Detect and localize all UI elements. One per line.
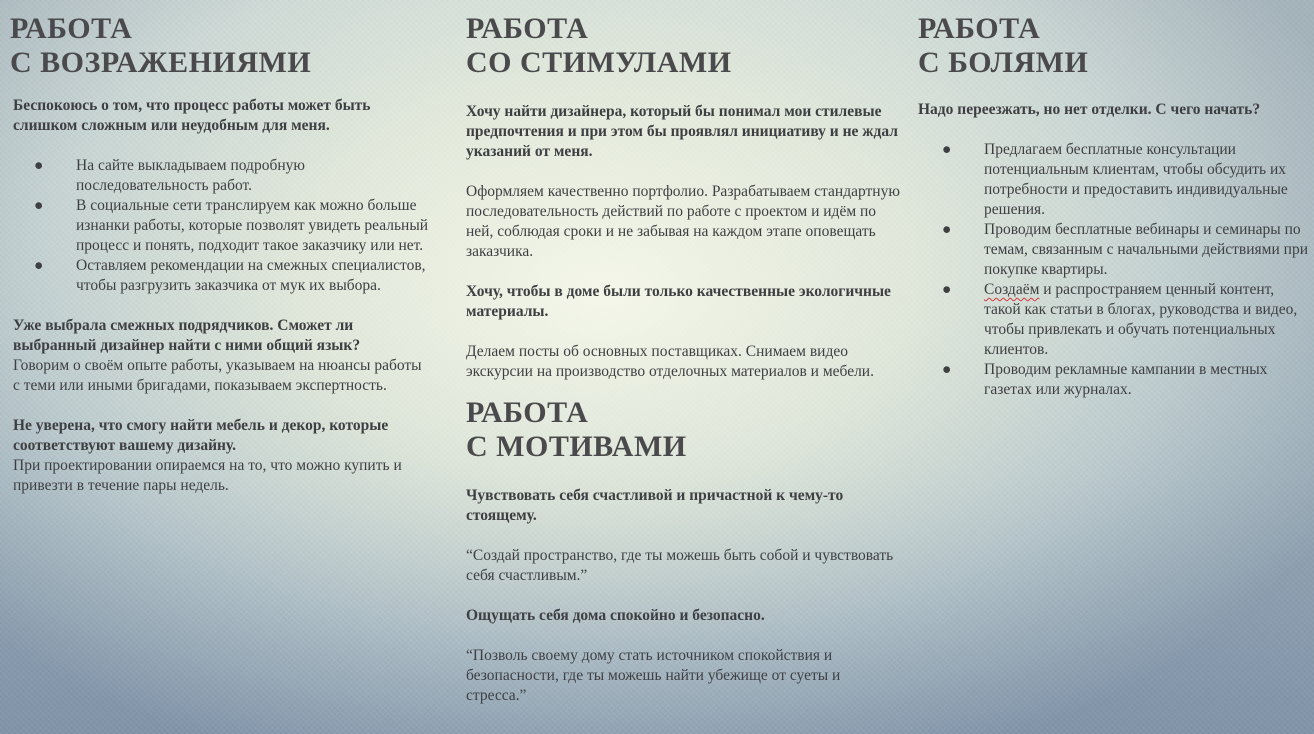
column-pains [918, 0, 1310, 400]
list-item [918, 360, 1310, 400]
list-item-text: Предлагаем бесплатные консультации потенциальным клиентам, чтобы обсудить их потребности и предоставить индивидуальные решения. [984, 141, 1288, 218]
column-stimuli [466, 0, 902, 706]
stimulus-question: Хочу найти дизайнера, который бы понимал мои стилевые предпочтения и при этом бы проявлял инициативу и не ждал указаний от меня. [466, 103, 898, 160]
objection-block [10, 416, 430, 496]
title-line: РАБОТА [466, 12, 589, 45]
title-line: РАБОТА [466, 396, 589, 429]
stimulus-question: Хочу, чтобы в доме были только качественные экологичные материалы. [466, 283, 891, 320]
list-item [918, 280, 1310, 360]
list-item [918, 140, 1310, 220]
objection-question: Не уверена, что смогу найти мебель и декор, которые соответствуют вашему дизайну. [13, 417, 389, 454]
section-title-motives [466, 396, 902, 464]
motive-statement: Чувствовать себя счастливой и причастной к чему-то стоящему. [466, 487, 844, 524]
list-item-text: Оставляем рекомендации на смежных специалистов, чтобы разгрузить заказчика от мук их выбора. [76, 257, 426, 294]
misspelled-word[interactable]: Создаём [984, 281, 1040, 298]
bullet-icon: ● [942, 281, 952, 298]
list-item-text-rest: и распространяем ценный контент, такой как статьи в блогах, руководства и видео, чтобы привлекать и обучать потенциальных клиентов. [984, 281, 1298, 358]
list-item-text: В социальные сети транслируем как можно больше изнанки работы, которые позволят увидеть реальный процесс и понять, подходит такое заказчику или нет. [76, 197, 429, 254]
section-title-pains [918, 12, 1310, 80]
column-objections [10, 0, 430, 496]
bullet-icon: ● [942, 221, 952, 238]
bullet-icon: ● [942, 141, 952, 158]
list-item-text [984, 281, 1297, 358]
pain-answer-list [918, 140, 1310, 400]
bullet-icon: ● [34, 197, 44, 214]
list-item [10, 256, 430, 296]
objection-question: Уже выбрала смежных подрядчиков. Сможет ли выбранный дизайнер найти с ними общий язык? [13, 317, 361, 354]
stimulus-answer: Делаем посты об основных поставщиках. Снимаем видео экскурсии на производство отделочных материалов и мебели. [466, 343, 874, 380]
list-item [10, 196, 430, 256]
objection-answer: При проектировании опираемся на то, что можно купить и привезти в течение пары недель. [13, 457, 402, 494]
pain-question: Надо переезжать, но нет отделки. С чего начать? [918, 101, 1261, 118]
section-title-objections [10, 12, 430, 80]
motive-slogan: “Позволь своему дому стать источником спокойствия и безопасности, где ты можешь найти убежище от суеты и стресса.” [466, 647, 841, 704]
list-item [918, 220, 1310, 280]
objection-block [10, 316, 430, 396]
bullet-icon: ● [942, 361, 952, 378]
objection-question: Беспокоюсь о том, что процесс работы может быть слишком сложным или неудобным для меня. [13, 97, 371, 134]
bullet-icon: ● [34, 257, 44, 274]
list-item-text: Проводим бесплатные вебинары и семинары по темам, связанным с начальными действиями при покупке квартиры. [984, 221, 1308, 278]
title-line: С МОТИВАМИ [466, 430, 687, 463]
bullet-icon: ● [34, 157, 44, 174]
title-line: СО СТИМУЛАМИ [466, 46, 732, 79]
objection-answer: Говорим о своём опыте работы, указываем на нюансы работы с теми или иными бригадами, показываем экспертность. [13, 357, 422, 394]
title-line: С ВОЗРАЖЕНИЯМИ [10, 46, 312, 79]
title-line: С БОЛЯМИ [918, 46, 1089, 79]
stimulus-answer: Оформляем качественно портфолио. Разрабатываем стандартную последовательность действий по работе с проектом и идём по ней, соблюдая сроки и не забывая на каждом этапе оповещать заказчика. [466, 183, 900, 260]
section-title-stimuli [466, 12, 902, 80]
list-item-text: Проводим рекламные кампании в местных газетах или журналах. [984, 361, 1268, 398]
title-line: РАБОТА [918, 12, 1041, 45]
objection-answer-list [10, 156, 430, 296]
title-line: РАБОТА [10, 12, 133, 45]
motive-slogan: “Создай пространство, где ты можешь быть собой и чувствовать себя счастливым.” [466, 547, 894, 584]
list-item-text: На сайте выкладываем подробную последовательность работ. [76, 157, 305, 194]
motive-statement: Ощущать себя дома спокойно и безопасно. [466, 607, 765, 624]
list-item [10, 156, 430, 196]
